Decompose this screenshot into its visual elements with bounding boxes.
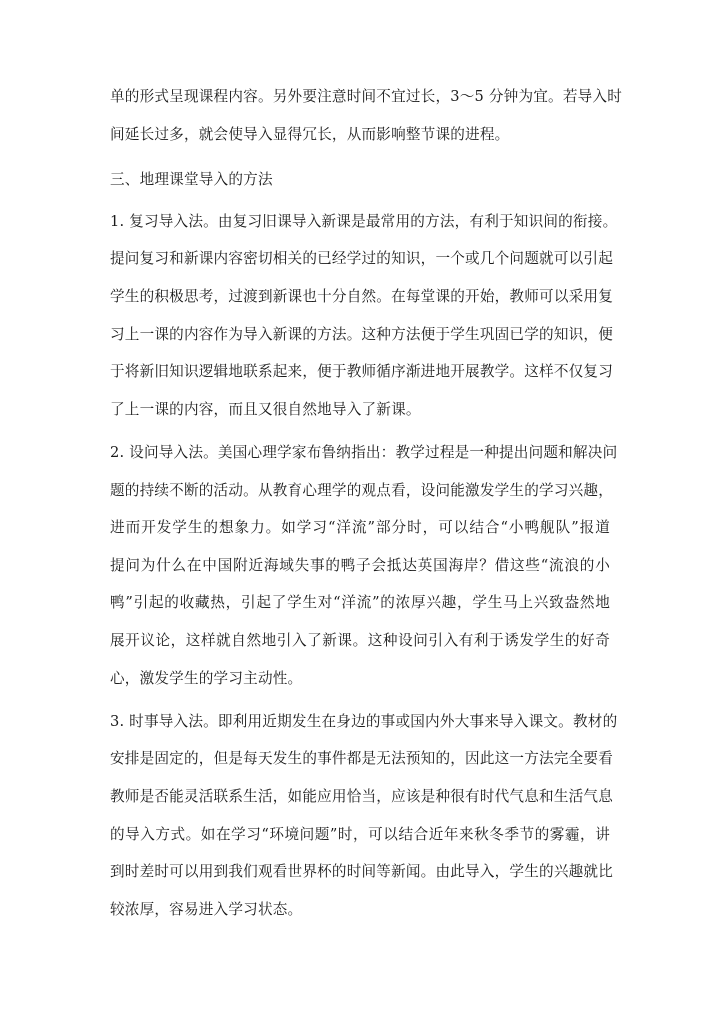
text-line: 间延长过多，就会使导入显得冗长，从而影响整节课的进程。 <box>110 126 510 143</box>
text-line: 安排是固定的，但是每天发生的事件都是无法预知的，因此这一方法完全要看 <box>110 750 613 767</box>
text-line: 到时差时可以用到我们观看世界杯的时间等新闻。由此导入，学生的兴趣就比 <box>110 863 613 880</box>
text-line: 教师是否能灵活联系生活，如能应用恰当，应该是种很有时代气息和生活气息 <box>110 788 613 805</box>
text-line: 提问复习和新课内容密切相关的已经学过的知识，一个或几个问题就可以引起 <box>110 250 613 267</box>
text-line: 3. 时事导入法。即利用近期发生在身边的事或国内外大事来导入课文。教材的 <box>110 713 618 730</box>
text-line: 较浓厚，容易进入学习状态。 <box>110 901 303 918</box>
text-line: 于将新旧知识逻辑地联系起来，便于教师循序渐进地开展教学。这样不仅复习 <box>110 363 613 380</box>
text-line: 题的持续不断的活动。从教育心理学的观点看，设问能激发学生的学习兴趣， <box>110 482 613 499</box>
text-line: 学生的积极思考，过渡到新课也十分自然。在每堂课的开始，教师可以采用复 <box>110 288 613 305</box>
text-line: 心，激发学生的学习主动性。 <box>110 670 303 687</box>
text-line: 1. 复习导入法。由复习旧课导入新课是最常用的方法，有利于知识间的衔接。 <box>110 213 618 230</box>
text-line: 习上一课的内容作为导入新课的方法。这种方法便于学生巩固已学的知识，便 <box>110 326 613 343</box>
text-line: 单的形式呈现课程内容。另外要注意时间不宜过长，3～5 分钟为宜。若导入时 <box>110 88 623 105</box>
text-line: 提问为什么在中国附近海域失事的鸭子会抵达英国海岸？借这些“流浪的小 <box>110 557 610 574</box>
text-line: 进而开发学生的想象力。如学习“洋流”部分时，可以结合“小鸭舰队”报道 <box>110 519 610 536</box>
text-line: 的导入方式。如在学习“环境问题”时，可以结合近年来秋冬季节的雾霾，讲 <box>110 826 610 843</box>
text-line: 了上一课的内容，而且又很自然地导入了新课。 <box>110 401 421 418</box>
text-line: 2. 设问导入法。美国心理学家布鲁纳指出：教学过程是一种提出问题和解决问 <box>110 444 618 461</box>
text-line: 展开议论，这样就自然地引入了新课。这种设问引入有利于诱发学生的好奇 <box>110 632 610 649</box>
text-line: 鸭”引起的收藏热，引起了学生对“洋流”的浓厚兴趣，学生马上兴致盎然地 <box>110 594 610 611</box>
section-heading: 三、地理课堂导入的方法 <box>110 171 273 188</box>
